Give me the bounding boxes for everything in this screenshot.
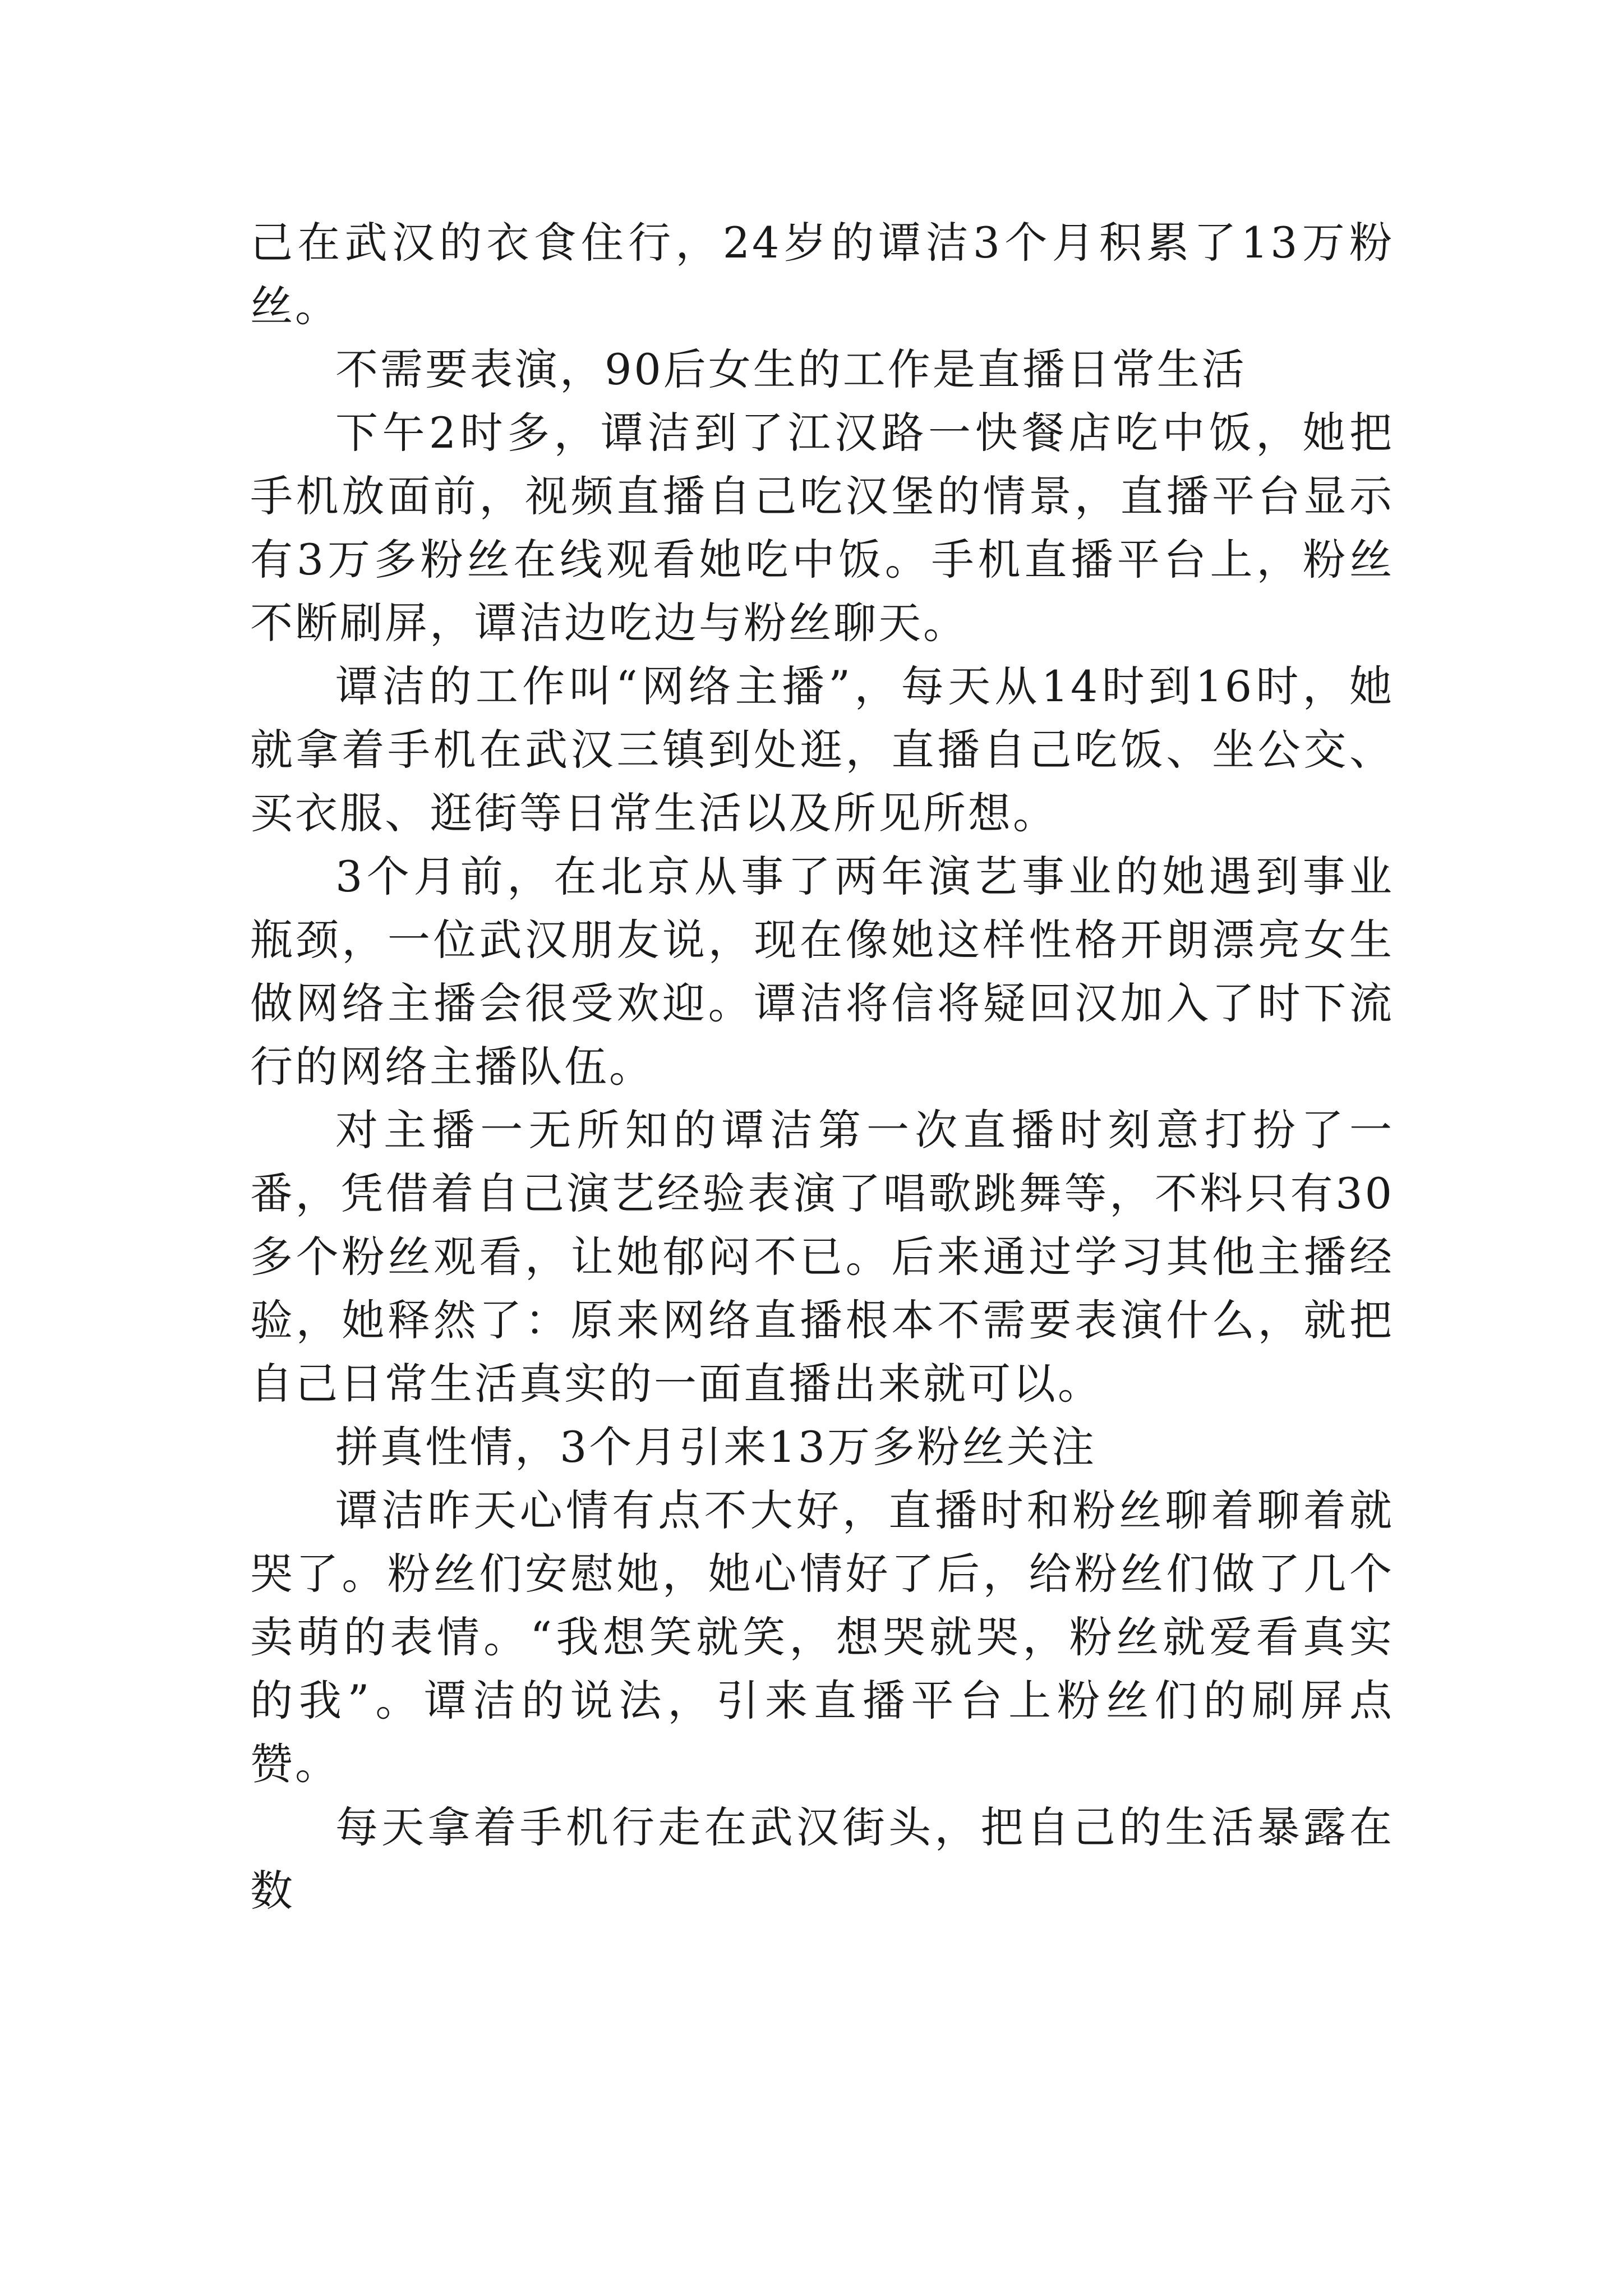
paragraph: 己在武汉的衣食住行，24岁的谭洁3个月积累了13万粉丝。 bbox=[250, 218, 1394, 331]
subheading: 不需要表演，90后女生的工作是直播日常生活 bbox=[335, 344, 1247, 394]
subheading: 拼真性情，3个月引来13万多粉丝关注 bbox=[335, 1422, 1097, 1472]
paragraph: 谭洁昨天心情有点不大好，直播时和粉丝聊着聊着就哭了。粉丝们安慰她，她心情好了后，给粉丝们做了几个卖萌的表情。“我想笑就笑，想哭就哭，粉丝就爱看真实的我”。谭洁的说法，引来直播平台上粉丝们的刷屏点赞。 bbox=[250, 1485, 1394, 1789]
paragraph: 每天拿着手机行走在武汉街头，把自己的生活暴露在数 bbox=[250, 1802, 1394, 1916]
article-body bbox=[250, 211, 1394, 1922]
paragraph: 对主播一无所知的谭洁第一次直播时刻意打扮了一番，凭借着自己演艺经验表演了唱歌跳舞等，不料只有30多个粉丝观看，让她郁闷不已。后来通过学习其他主播经验，她释然了：原来网络直播根本不需要表演什么，就把自己日常生活真实的一面直播出来就可以。 bbox=[250, 1105, 1394, 1409]
paragraph: 3个月前，在北京从事了两年演艺事业的她遇到事业瓶颈，一位武汉朋友说，现在像她这样性格开朗漂亮女生做网络主播会很受欢迎。谭洁将信将疑回汉加入了时下流行的网络主播队伍。 bbox=[250, 852, 1394, 1092]
paragraph: 谭洁的工作叫“网络主播”，每天从14时到16时，她就拿着手机在武汉三镇到处逛，直播自己吃饭、坐公交、买衣服、逛街等日常生活以及所见所想。 bbox=[250, 661, 1394, 838]
paragraph: 下午2时多，谭洁到了江汉路一快餐店吃中饭，她把手机放面前，视频直播自己吃汉堡的情景，直播平台显示有3万多粉丝在线观看她吃中饭。手机直播平台上，粉丝不断刷屏，谭洁边吃边与粉丝聊天。 bbox=[250, 408, 1394, 648]
